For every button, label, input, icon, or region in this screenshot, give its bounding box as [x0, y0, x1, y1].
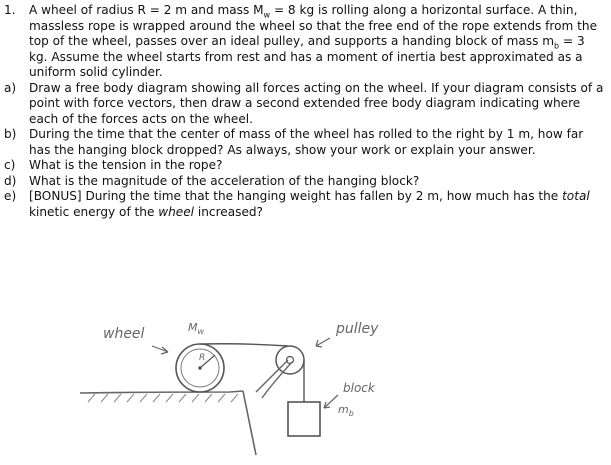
intro-sub-w: w	[263, 10, 271, 20]
part-e-text-2: kinetic energy of the	[29, 204, 159, 219]
block-label-arrow-icon	[324, 395, 338, 408]
part-d	[4, 174, 604, 190]
part-e-text-3: increased?	[194, 204, 263, 219]
pulley-bracket-2	[262, 362, 292, 398]
problem-number: 1.	[4, 3, 16, 17]
part-e-emphasis-wheel: wheel	[158, 204, 195, 219]
hanging-block	[288, 402, 320, 436]
part-e-text	[29, 189, 604, 220]
support-edge	[243, 391, 256, 455]
sketch-block-label: block	[343, 381, 375, 395]
intro-text	[29, 3, 604, 81]
part-c-text: What is the tension in the rope?	[29, 158, 223, 172]
sketch-block-mass-label: $m_b$	[338, 403, 354, 418]
sketch-radius-label: R	[199, 353, 206, 363]
intro-part-3: = 3 kg. Assume the wheel starts from rest and has a moment of inertia best approximated as a uniform solid cylinder.	[29, 34, 585, 79]
part-a	[4, 81, 604, 128]
part-e	[4, 189, 604, 220]
pulley-circle	[276, 346, 304, 374]
wheel-label-arrow-icon	[152, 346, 168, 352]
intro-part-1: A wheel of radius R = 2 m and mass M	[29, 3, 264, 17]
intro-part-2: = 8 kg is rolling along a horizontal surface. A thin, massless rope is wrapped around the wheel so that the free end of the rope extends from the top of the wheel, passes over an ideal pulley, and supports a handing block of mass m	[29, 3, 598, 48]
part-c-label: c)	[4, 158, 16, 172]
problem-statement	[4, 3, 604, 220]
ground-line	[80, 391, 243, 393]
ground-hatching	[88, 394, 238, 402]
part-d-text: What is the magnitude of the acceleration of the hanging block?	[29, 173, 420, 188]
sketch-mass-label: $M_w$	[188, 321, 205, 336]
part-b-text: During the time that the center of mass of the wheel has rolled to the right by 1 m, how far has the hanging block dropped? As always, show your work or explain your answer.	[29, 127, 584, 157]
sketch-wheel-label: wheel	[103, 326, 145, 342]
rope-top	[200, 344, 288, 346]
part-a-text: Draw a free body diagram showing all forces acting on the wheel. If your diagram consists of a point with force vectors, then draw a second extended free body diagram indicating where each of the forces acts on the wheel.	[29, 80, 604, 126]
part-e-label: e)	[4, 189, 17, 203]
part-a-label: a)	[4, 80, 17, 95]
part-b-label: b)	[4, 127, 17, 141]
wheel-pulley-sketch	[0, 300, 611, 465]
problem-intro	[4, 3, 604, 81]
intro-sub-b: b	[554, 41, 560, 51]
pulley-bracket	[256, 360, 288, 392]
part-e-text-1: [BONUS] During the time that the hanging weight has fallen by 2 m, how much has the	[29, 189, 563, 203]
pulley-label-arrow-icon	[316, 338, 330, 346]
part-e-emphasis-total: total	[562, 189, 590, 203]
part-c	[4, 158, 604, 174]
part-d-label: d)	[4, 173, 17, 188]
sketch-pulley-label: pulley	[336, 321, 379, 337]
part-b	[4, 127, 604, 158]
